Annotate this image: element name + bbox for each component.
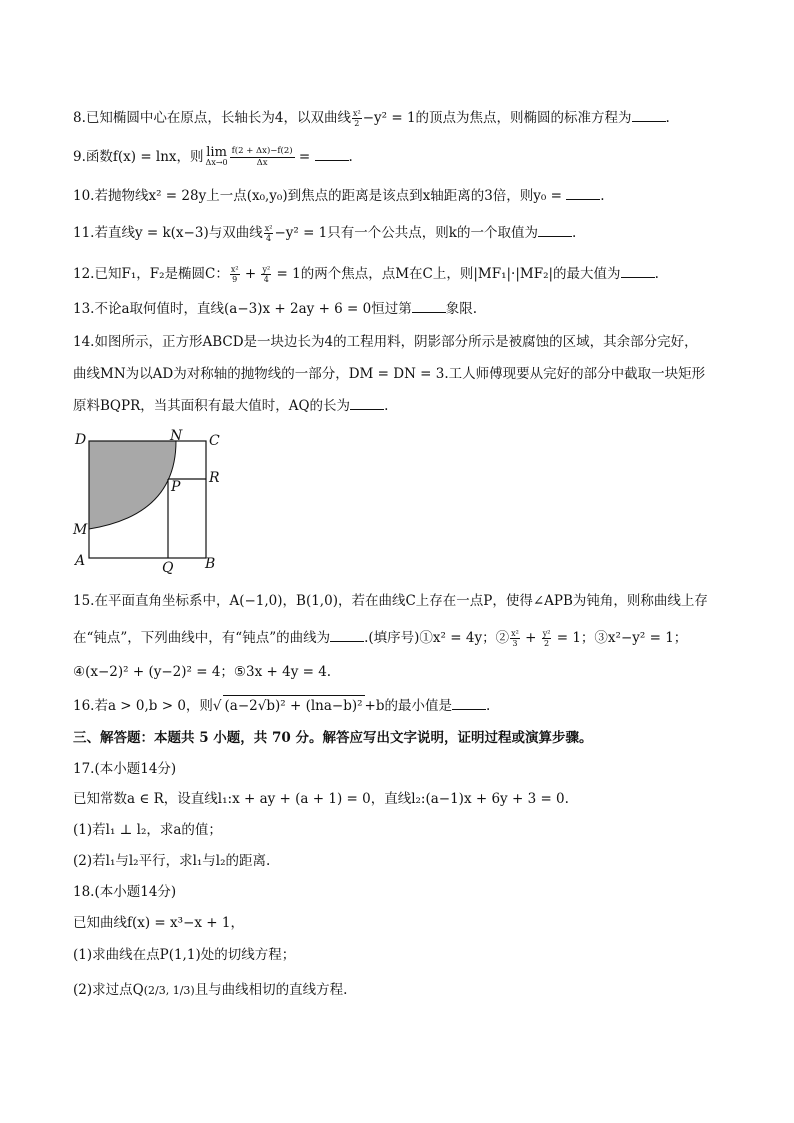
answer-blank [566,187,600,200]
question-18-title: 18.(本小题14分) [73,884,177,900]
question-14-line3: 原料BQPR，当其面积有最大值时，AQ的长为 . [73,398,389,414]
fraction: $\frac{\text{x²}}{9}$ [230,265,239,284]
question-13: 13.不论a取何值时，直线(a−3)x + 2ay + 6 = 0恒过第 象限. [73,301,478,317]
corroded-region [89,441,176,529]
question-18-line2: (1)求曲线在点P(1,1)处的切线方程； [73,947,296,963]
question-18-line3: (2)求过点Q(2/3, 1/3)且与曲线相切的直线方程. [73,982,348,998]
label-D: D [75,432,87,448]
fraction: $\frac{\text{x²}}{4}$ [264,224,273,243]
answer-blank [538,224,572,237]
label-P: P [171,479,181,495]
section-3-heading: 三、解答题：本题共 5 小题，共 70 分。解答应写出文字说明，证明过程或演算步骤。 [73,730,593,746]
label-B: B [205,556,216,572]
question-10: 10.若抛物线x² = 28y上一点(x₀,y₀)到焦点的距离是该点到x轴距离的3倍，则y₀ = . [73,188,605,204]
question-11: 11.若直线y = k(x−3)与双曲线 $\frac{\text{x²}}{4}$ −y² = 1只有一个公共点，则k的一个取值为 . [73,224,577,243]
answer-blank [412,300,446,313]
label-A: A [75,553,86,569]
question-15-line1: 15.在平面直角坐标系中，A(−1,0)，B(1,0)，若在曲线C上存在一点P，使得∠APB为钝角，则称曲线上存 [73,593,708,609]
question-15-line3: ④(x−2)² + (y−2)² = 4；⑤3x + 4y = 4. [73,664,332,680]
label-Q: Q [162,560,174,575]
fraction: $\frac{\text{x²}}{3}$ [511,629,519,648]
question-8: 8.已知椭圆中心在原点，长轴长为4，以双曲线 $\frac{\text{x²}}{2}$ −y² = 1的顶点为焦点，则椭圆的标准方程为 . [73,109,670,128]
question-12: 12.已知F₁，F₂是椭圆C： $\frac{\text{x²}}{9}$ + $\frac{\text{y²}}{4}$ = 1的两个焦点，点M在C上，则|MF₁|·|MF₂|的最大值为 . [73,265,659,284]
question-14-line2: 曲线MN为以AD为对称轴的抛物线的一部分，DM = DN = 3.工人师傅现要从完好的部分中截取一块矩形 [73,366,706,382]
question-18-line1: 已知曲线f(x) = x³−x + 1， [73,915,244,931]
question-17-line1: 已知常数a ∈ R，设直线l₁:x + ay + (a + 1) = 0，直线l₂:(a−1)x + 6y + 3 = 0. [73,791,569,807]
answer-blank [330,629,364,642]
question-16: 16.若a > 0,b > 0，则√ (a−2√b)² + (lna−b)² +b的最小值是 . [73,695,733,716]
question-17-line2: (1)若l₁ ⊥ l₂，求a的值； [73,822,222,838]
fraction: $\frac{\text{y²}}{2}$ [542,629,551,648]
fraction: $\frac{\text{y²}}{4}$ [262,265,271,284]
answer-blank [452,697,486,710]
label-R: R [209,470,220,486]
answer-blank [621,265,655,278]
point-q-coordinates: (2/3, 1/3) [143,984,195,997]
square-figure [70,425,230,575]
fraction: $\frac{\text{x²}}{2}$ [352,109,361,128]
question-14-line1: 14.如图所示，正方形ABCD是一块边长为4的工程用料，阴影部分所示是被腐蚀的区域，其余部分完好， [73,334,698,350]
question-15-line2: 在“钝点”，下列曲线中，有“钝点”的曲线为 .(填序号)①x² = 4y；② $\frac{\text{x²}}{3}$ + $\frac{\text{y²}}{2}$ = 1；③x²−y² = 1； [73,629,688,648]
answer-blank [315,148,349,161]
answer-blank [632,109,666,122]
question-9: 9.函数f(x) = lnx，则 lim Δx→0 $\frac{f(2 + \Delta x)-f(2)}{\Delta x}$ = . [73,144,353,168]
question-17-line3: (2)若l₁与l₂平行，求l₁与l₂的距离. [73,853,271,869]
label-C: C [209,433,220,449]
question-17-title: 17.(本小题14分) [73,761,177,777]
label-N: N [170,428,183,444]
fraction: $\frac{f(2 + \Delta x)-f(2)}{\Delta x}$ [231,146,293,168]
label-M: M [73,522,88,538]
limit-operator: lim Δx→0 [205,144,228,167]
sqrt-expression: (a−2√b)² + (lna−b)² [223,695,365,716]
answer-blank [350,397,384,410]
